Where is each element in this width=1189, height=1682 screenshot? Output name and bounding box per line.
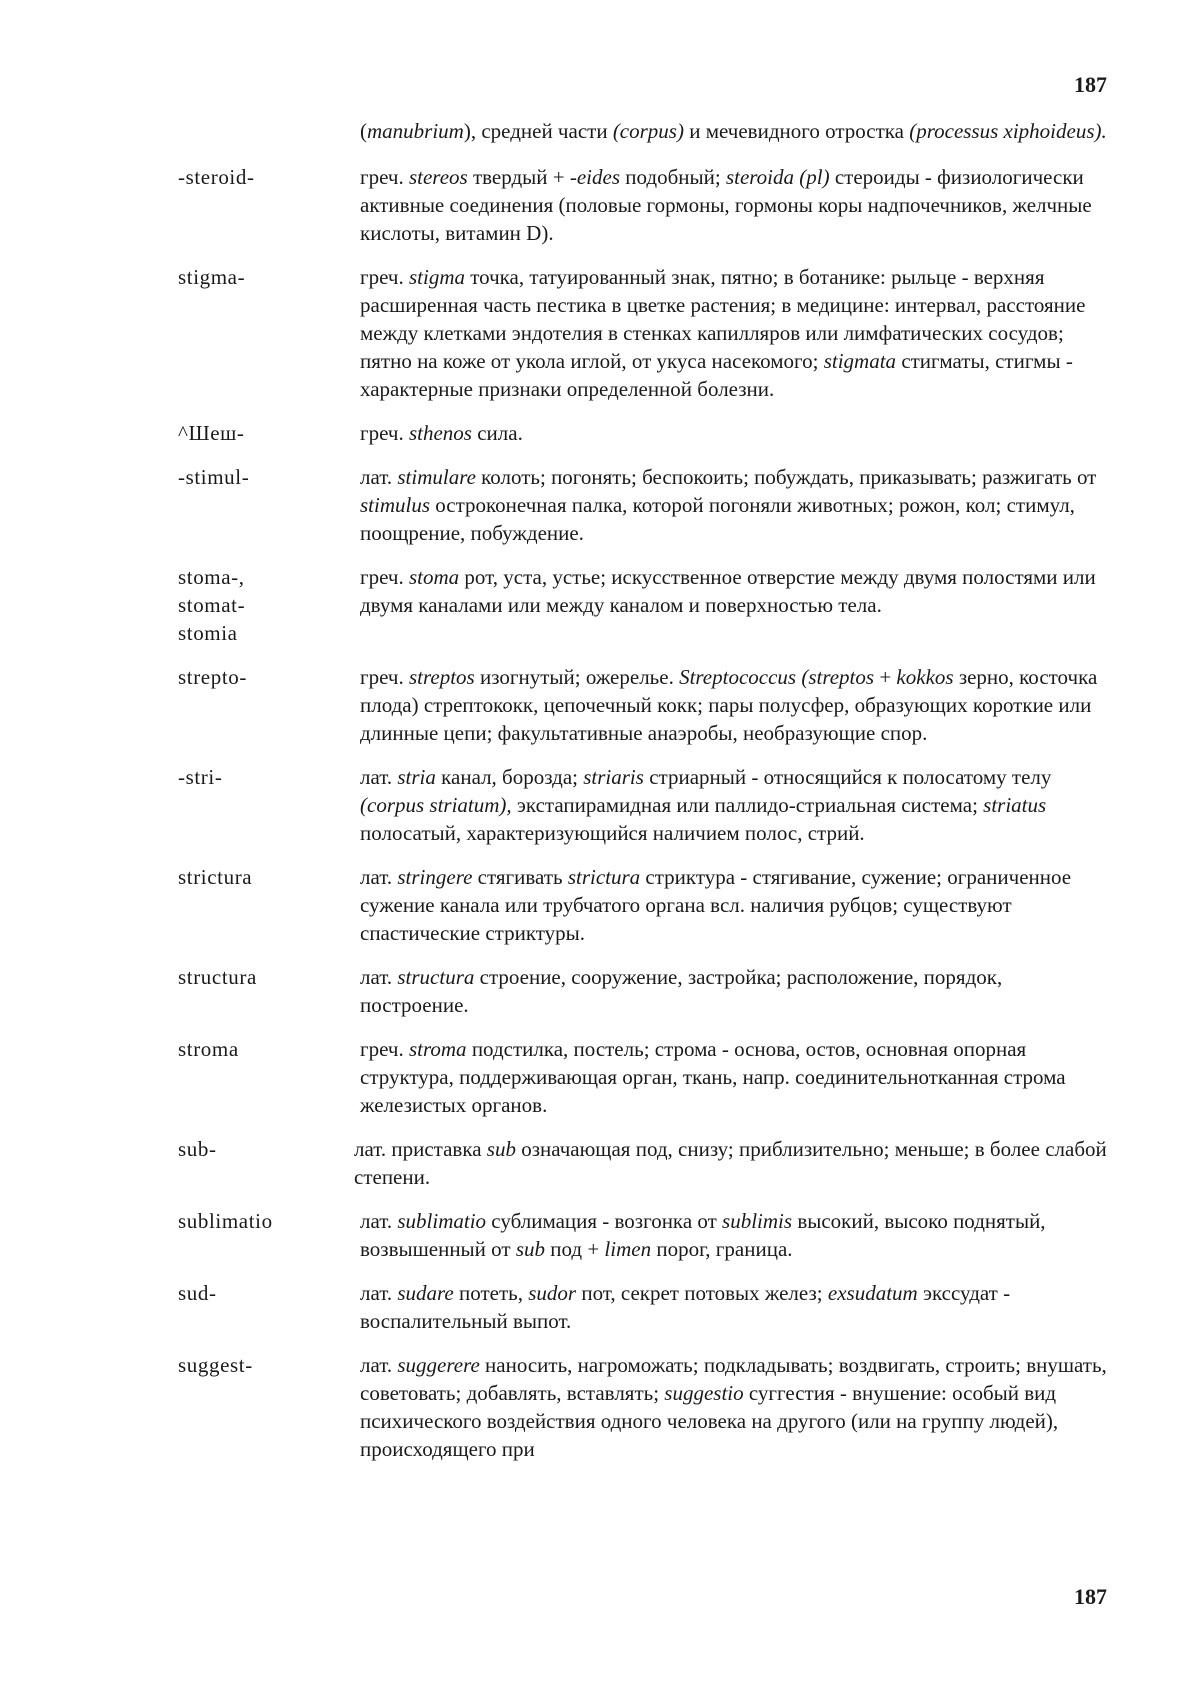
- entry-definition: [360, 863, 1108, 947]
- definition-italic-segment: stigma: [408, 265, 465, 289]
- definition-text-segment: экстапирамидная или паллидо-стриальная система;: [511, 793, 984, 817]
- entry-definition: [360, 419, 1108, 447]
- definition-italic-segment: stria: [397, 765, 436, 789]
- definition-text-segment: строение, сооружение, застройка; расположение, порядок, построение.: [360, 965, 1003, 1017]
- dictionary-entry: [178, 117, 1108, 145]
- entry-definition: [360, 117, 1108, 145]
- definition-text-segment: греч.: [360, 665, 409, 689]
- entry-term: ^Шеш-: [178, 421, 245, 445]
- definition-italic-segment: stimulare: [397, 465, 476, 489]
- definition-italic-segment: structura: [397, 965, 475, 989]
- definition-text-segment: греч.: [360, 421, 409, 445]
- entry-term: stroma: [178, 1037, 239, 1061]
- definition-text-segment: подобный;: [620, 165, 726, 189]
- definition-text-segment: сила.: [471, 421, 523, 445]
- entry-term: strepto-: [178, 665, 247, 689]
- definition-text-segment: и мечевидного отростка: [683, 119, 910, 143]
- definition-text-segment: твердый +: [467, 165, 570, 189]
- definition-text-segment: полосатый, характеризующийся наличием полос, стрий.: [360, 821, 865, 845]
- entry-definition: [360, 563, 1108, 619]
- definition-text-segment: лат.: [360, 1353, 398, 1377]
- entry-definition: [360, 463, 1108, 547]
- dictionary-entries: [178, 117, 1108, 1479]
- entry-definition: [360, 963, 1108, 1019]
- dictionary-entry: [178, 963, 1108, 1019]
- entry-term: structura: [178, 965, 257, 989]
- definition-italic-segment: sudor: [528, 1281, 577, 1305]
- entry-term: strictura: [178, 865, 253, 889]
- dictionary-entry: [178, 663, 1108, 747]
- entry-term: -steroid-: [178, 165, 255, 189]
- dictionary-entry: [178, 563, 1108, 647]
- entry-term: sub-: [178, 1137, 217, 1161]
- definition-italic-segment: streptos: [408, 665, 475, 689]
- definition-text-segment: греч.: [360, 165, 409, 189]
- definition-text-segment: под +: [545, 1237, 605, 1261]
- dictionary-entry: [178, 163, 1108, 247]
- definition-italic-segment: suggerere: [397, 1353, 480, 1377]
- dictionary-entry: [178, 763, 1108, 847]
- definition-text-segment: лат.: [360, 865, 398, 889]
- definition-text-segment: греч.: [360, 265, 409, 289]
- dictionary-entry: [178, 1135, 1108, 1191]
- definition-text-segment: изогнутый; ожерелье.: [474, 665, 680, 689]
- definition-italic-segment: exsudatum: [827, 1281, 918, 1305]
- definition-italic-segment: (corpus striatum),: [360, 793, 512, 817]
- definition-italic-segment: sublimatio: [397, 1209, 487, 1233]
- definition-italic-segment: sub: [486, 1137, 516, 1161]
- definition-italic-segment: stigmata: [823, 349, 897, 373]
- definition-text-segment: суггестия - внушение: особый вид психического воздействия одного человека на другого (или на группу людей), происходящего при: [360, 1381, 1059, 1461]
- dictionary-entry: [178, 863, 1108, 947]
- entry-definition: [360, 163, 1108, 247]
- definition-italic-segment: sub: [515, 1237, 545, 1261]
- definition-text-segment: означающая под, снизу; приблизительно; меньше; в более слабой степени.: [354, 1137, 1107, 1189]
- dictionary-entry: [178, 419, 1108, 447]
- definition-text-segment: лат.: [360, 465, 398, 489]
- definition-text-segment: (: [360, 119, 367, 143]
- definition-italic-segment: stringere: [397, 865, 473, 889]
- definition-text-segment: греч.: [360, 1037, 409, 1061]
- definition-italic-segment: suggestio: [664, 1381, 744, 1405]
- definition-text-segment: стероиды - физиологически активные соединения (половые гормоны, гормоны коры надпочечников, желчные кислоты, витамин D).: [360, 165, 1092, 245]
- entry-definition: [360, 1207, 1108, 1263]
- definition-text-segment: лат.: [360, 1209, 398, 1233]
- definition-text-segment: остроконечная палка, которой погоняли животных; рожон, кол; стимул, поощрение, побуждение.: [360, 493, 1075, 545]
- definition-text-segment: стягивать: [472, 865, 568, 889]
- dictionary-entry: [178, 1279, 1108, 1335]
- definition-text-segment: высокий, высоко поднятый, возвышенный от: [360, 1209, 1046, 1261]
- page-number-bottom: 187: [1074, 1584, 1107, 1609]
- definition-text-segment: греч.: [360, 565, 409, 589]
- entry-definition: [360, 263, 1108, 403]
- definition-text-segment: наносить, нагроможать; подкладывать; воздвигать, строить; внушать, советовать; добавлять, вставлять;: [360, 1353, 1107, 1405]
- definition-text-segment: стриктура - стягивание, сужение; ограниченное сужение канала или трубчатого органа всл. наличия рубцов; существуют спастические стриктуры.: [360, 865, 1072, 945]
- definition-text-segment: канал, борозда;: [435, 765, 584, 789]
- definition-text-segment: лат.: [360, 965, 398, 989]
- dictionary-entry: [178, 1351, 1108, 1463]
- definition-italic-segment: striaris: [583, 765, 644, 789]
- definition-italic-segment: stimulus: [360, 493, 431, 517]
- definition-italic-segment: sublimis: [722, 1209, 793, 1233]
- entry-term: -stimul-: [178, 465, 250, 489]
- definition-italic-segment: Streptococcus (streptos: [679, 665, 875, 689]
- definition-italic-segment: (processus xiphoideus).: [909, 119, 1107, 143]
- definition-italic-segment: kokkos: [896, 665, 954, 689]
- definition-text-segment: лат.: [360, 765, 398, 789]
- definition-italic-segment: sudare: [397, 1281, 454, 1305]
- entry-term: sublimatio: [178, 1209, 273, 1233]
- definition-text-segment: +: [874, 665, 897, 689]
- entry-term: stoma-, stomat- stomia: [178, 565, 246, 645]
- dictionary-entry: [178, 463, 1108, 547]
- definition-text-segment: зерно, косточка плода) стрептококк, цепочечный кокк; пары полусфер, образующих короткие или длинные цепи; факультативные анаэробы, необразующие спор.: [360, 665, 1098, 745]
- definition-italic-segment: steroida (pl): [725, 165, 830, 189]
- definition-italic-segment: stereos: [408, 165, 468, 189]
- page-number-top: 187: [1074, 72, 1107, 97]
- dictionary-entry: [178, 263, 1108, 403]
- definition-italic-segment: (corpus): [612, 119, 684, 143]
- definition-text-segment: сублимация - возгонка от: [486, 1209, 723, 1233]
- definition-text-segment: лат. приставка: [354, 1137, 487, 1161]
- entry-definition: [360, 1035, 1108, 1119]
- definition-italic-segment: sthenos: [408, 421, 472, 445]
- definition-text-segment: стриарный - относящийся к полосатому телу: [643, 765, 1052, 789]
- definition-italic-segment: striatus: [983, 793, 1047, 817]
- entry-definition: [354, 1135, 1108, 1191]
- dictionary-entry: [178, 1207, 1108, 1263]
- dictionary-entry: [178, 1035, 1108, 1119]
- entry-definition: [360, 1351, 1108, 1463]
- definition-italic-segment: manubrium: [367, 119, 464, 143]
- entry-definition: [360, 763, 1108, 847]
- definition-italic-segment: stroma: [408, 1037, 467, 1061]
- entry-term: sud-: [178, 1281, 217, 1305]
- entry-term: suggest-: [178, 1353, 253, 1377]
- entry-term: -stri-: [178, 765, 223, 789]
- definition-text-segment: точка, татуированный знак, пятно; в ботанике: рыльце - верхняя расширенная часть пестика в цветке растения; в медицине: интервал, расстояние между клетками эндотелия в стенках капилляров или лимфатических сосудов; пятно на коже от укола иглой, от укуса насекомого;: [360, 265, 1086, 373]
- entry-term: stigma-: [178, 265, 246, 289]
- definition-text-segment: рот, уста, устье; искусственное отверстие между двумя полостями или двумя каналами или между каналом и поверхностью тела.: [360, 565, 1096, 617]
- definition-text-segment: пот, секрет потовых желез;: [576, 1281, 828, 1305]
- entry-definition: [360, 663, 1108, 747]
- definition-text-segment: порог, граница.: [651, 1237, 793, 1261]
- definition-italic-segment: -eides: [569, 165, 620, 189]
- definition-text-segment: колоть; погонять; беспокоить; побуждать, приказывать; разжигать от: [475, 465, 1097, 489]
- definition-text-segment: экссудат - воспалительный выпот.: [360, 1281, 1011, 1333]
- definition-text-segment: стигматы, стигмы - характерные признаки определенной болезни.: [360, 349, 1073, 401]
- definition-text-segment: лат.: [360, 1281, 398, 1305]
- definition-italic-segment: limen: [604, 1237, 652, 1261]
- entry-definition: [360, 1279, 1108, 1335]
- definition-italic-segment: stoma: [408, 565, 460, 589]
- definition-text-segment: потеть,: [453, 1281, 529, 1305]
- definition-italic-segment: strictura: [567, 865, 641, 889]
- definition-text-segment: подстилка, постель; строма - основа, остов, основная опорная структура, поддерживающая орган, ткань, напр. соединительнотканная строма железистых органов.: [360, 1037, 1066, 1117]
- definition-text-segment: ), средней части: [463, 119, 613, 143]
